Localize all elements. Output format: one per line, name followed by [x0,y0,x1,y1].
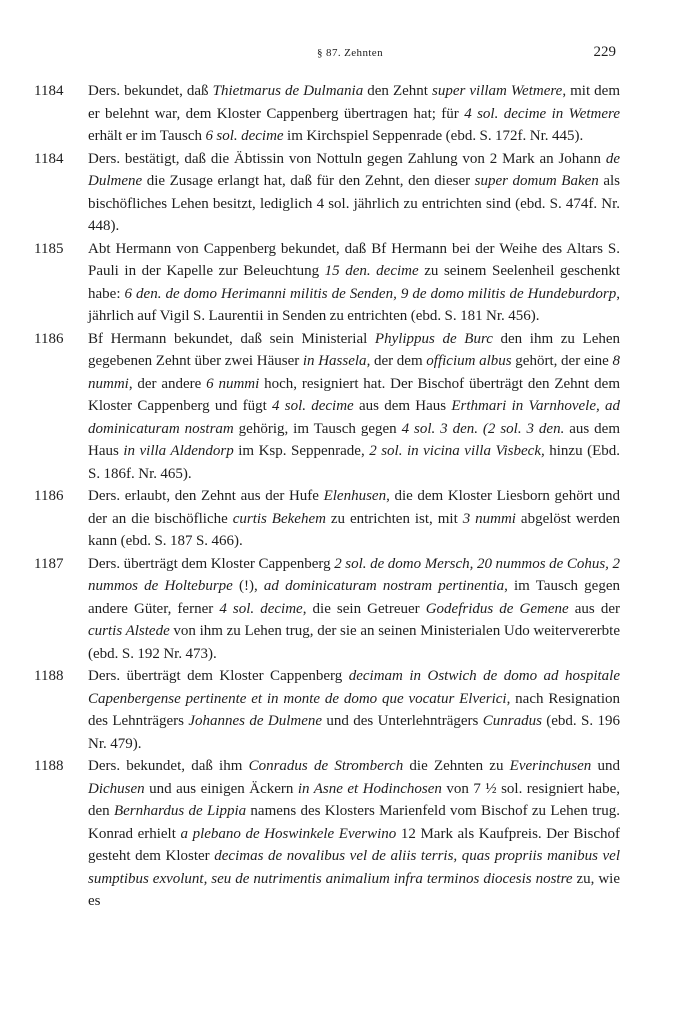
latin-quotation: 4 sol. decime in Wetmere [464,105,620,122]
entry-year: 1185 [34,240,64,257]
text-run: den Zehnt [363,83,433,99]
latin-quotation: in Asne et Hodinchosen [297,780,442,797]
text-run: Ders. bekundet, daß ihm [88,758,249,774]
text-run: und aus einigen Äckern [144,780,298,797]
text-run: (!), [232,578,264,594]
text-run: aus dem Haus [88,420,620,459]
latin-quotation: super villam Wetmere [432,83,563,99]
text-run: den ihm zu Lehen gegebenen Zehnt über zwei Häuser [88,330,621,369]
text-run: erhält er im Tausch [88,128,206,144]
entry-text [88,485,620,553]
regest-entry [34,148,620,238]
text-run: als bischöfliches Lehen besitzt, lediglich 4 sol. jährlich zu entrichten sind (ebd. S. 474f. Nr. 448). [88,173,620,234]
latin-quotation: a plebano de Hoswinkele Everwino [180,825,397,842]
latin-quotation: 8 nummi [88,353,621,392]
entry-year: 1186 [34,488,64,504]
text-run: von 7 ½ sol. resigniert habe, den [88,780,620,819]
latin-quotation: 4 sol. decime [272,398,354,414]
text-run: hoch, resigniert hat. Der Bischof überträgt den Zehnt dem Kloster Cappenberg und fügt [88,375,620,414]
text-run: Ders. bekundet, daß [88,83,213,99]
text-run: , die dem Kloster Liesborn gehört und der an die bischöfliche [88,488,620,527]
entry-year: 1188 [34,758,64,774]
latin-quotation: in Hassela [302,353,367,369]
entry-text [88,553,620,666]
latin-quotation: Erthmari in Varnhovele, ad dominicaturam nostram [88,398,620,437]
latin-quotation: Godefridus de Gemene [425,600,569,617]
text-run: aus dem Haus [353,398,452,414]
text-run: abgelöst werden kann (ebd. S. 187 S. 466). [88,510,620,549]
latin-quotation: Everinchusen [509,758,592,774]
entry-year: 1188 [34,668,64,684]
latin-quotation: 2 sol. in vicina villa Visbeck, [369,443,545,459]
text-run: im Kirchspiel Seppenrade (ebd. S. 172f. Nr. 445). [283,128,584,144]
latin-quotation: in villa Aldendorp [123,443,234,459]
latin-quotation: Bernhardus de Lippia [113,803,247,819]
regest-entry [34,665,620,755]
latin-quotation: super domum Baken [474,173,599,189]
latin-quotation: de Dulmene [88,150,620,189]
latin-quotation: 6 nummi [206,375,260,392]
latin-quotation: Conradus de Stromberch [248,758,404,774]
text-run: zu, wie es [88,870,621,909]
regest-entry [34,80,620,148]
text-run: zu seinem Seelenheil geschenkt habe: [88,263,621,302]
entry-text [88,238,620,328]
latin-quotation: curtis Alstede [88,623,170,639]
text-run: die Zehnten zu [403,758,510,774]
text-run: von ihm zu Lehen trug, der sie an seinen Ministerialen Udo weitervererbte (ebd. S. 192 Nr. 473). [88,623,621,662]
text-run: , nach Resignation des Lehnträgers [88,690,620,729]
entry-text [88,80,620,148]
text-run: Abt Hermann von Cappenberg bekundet, daß Bf Hermann bei der Weihe des Altars S. Pauli in der Kapelle zur Beleuchtung [88,240,620,279]
text-run: namens des Klosters Marienfeld vom Bischof zu Lehen trug. Konrad erhielt [88,803,621,842]
text-run: gehörig, im Tausch gegen [233,420,402,437]
text-run: Ders. bestätigt, daß die Äbtissin von Nottuln gegen Zahlung von 2 Mark an Johann [88,150,606,167]
text-run: und des Unterlehnträgers [322,713,483,729]
entry-year: 1184 [34,83,64,99]
latin-quotation: 4 sol. 3 den. (2 sol. 3 den. [401,420,565,437]
text-run: , der dem [366,353,427,369]
entry-year: 1187 [34,555,64,572]
text-run: , mit dem er belehnt war, dem Kloster Cappenberg übertragen hat; für [88,83,620,122]
latin-quotation: 15 den. decime [324,263,419,279]
entry-text [88,755,620,913]
latin-quotation: 3 nummi [462,510,516,527]
latin-quotation: Johannes de Dulmene [188,713,323,729]
latin-quotation: Thietmarus de Dulmania [212,83,364,99]
text-run: , im Tausch gegen andere Güter, ferner [88,578,620,617]
latin-quotation: 6 sol. decime [205,128,284,144]
latin-quotation: 6 den. de domo Herimanni militis de Senden, 9 de domo militis de Hundeburdorp [124,285,617,302]
latin-quotation: Phylippus de Burc [374,330,493,347]
text-run: Ders. überträgt dem Kloster Cappenberg [88,668,349,684]
latin-quotation: 2 sol. de domo Mersch, 20 nummos de Cohus, 2 nummos de Holteburpe [88,555,620,594]
text-run: hinzu (Ebd. S. 186f. Nr. 465). [88,443,620,482]
text-run: Ders. überträgt dem Kloster Cappenberg [88,555,335,572]
entry-year: 1186 [34,330,64,347]
text-run: die Zusage erlangt hat, daß für den Zehnt, den dieser [142,173,475,189]
latin-quotation: Cunradus [482,713,542,729]
text-run: , die sein Getreuer [302,600,426,617]
text-run: aus der [568,600,620,617]
latin-quotation: Dichusen [88,780,145,797]
entry-text [88,665,620,755]
regest-list [34,80,620,913]
regest-entry [34,485,620,553]
text-run: (ebd. S. 196 Nr. 479). [88,713,620,752]
text-run: zu entrichten ist, mit [325,510,463,527]
latin-quotation: officium albus [426,353,512,369]
page-number: 229 [593,44,616,60]
text-run: und [591,758,620,774]
text-run: im Ksp. Seppenrade, [233,443,370,459]
regest-entry [34,755,620,913]
text-run: , der andere [128,375,207,392]
text-run: gehört, der eine [511,353,613,369]
regest-entry [34,553,620,666]
text-run: , jährlich auf Vigil S. Laurentii in Senden zu entrichten (ebd. S. 181 Nr. 456). [88,285,620,324]
latin-quotation: decimam in Ostwich de domo ad hospitale Capenbergense pertinente et in monte de domo que vocatur Elverici [88,668,620,707]
running-title: § 87. Zehnten [317,47,383,59]
latin-quotation: curtis Bekehem [232,510,326,527]
entry-text [88,148,620,238]
page-header [0,44,700,68]
entry-year: 1184 [34,150,64,167]
entry-text [88,328,620,486]
text-run: 12 Mark als Kaufpreis. Der Bischof gesteht dem Kloster [88,825,620,864]
regest-entry [34,238,620,328]
latin-quotation: 4 sol. decime [219,600,303,617]
regest-entry [34,328,620,486]
text-run: Ders. erlaubt, den Zehnt aus der Hufe [88,488,324,504]
latin-quotation: decimas de novalibus vel de aliis terris, quas propriis manibus vel sumptibus exvolunt, seu de nutrimentis animalium infra terminos diocesis nostre [88,848,620,887]
text-run: Bf Hermann bekundet, daß sein Ministerial [88,330,375,347]
latin-quotation: Elenhusen [323,488,387,504]
latin-quotation: ad dominicaturam nostram pertinentia [263,578,505,594]
